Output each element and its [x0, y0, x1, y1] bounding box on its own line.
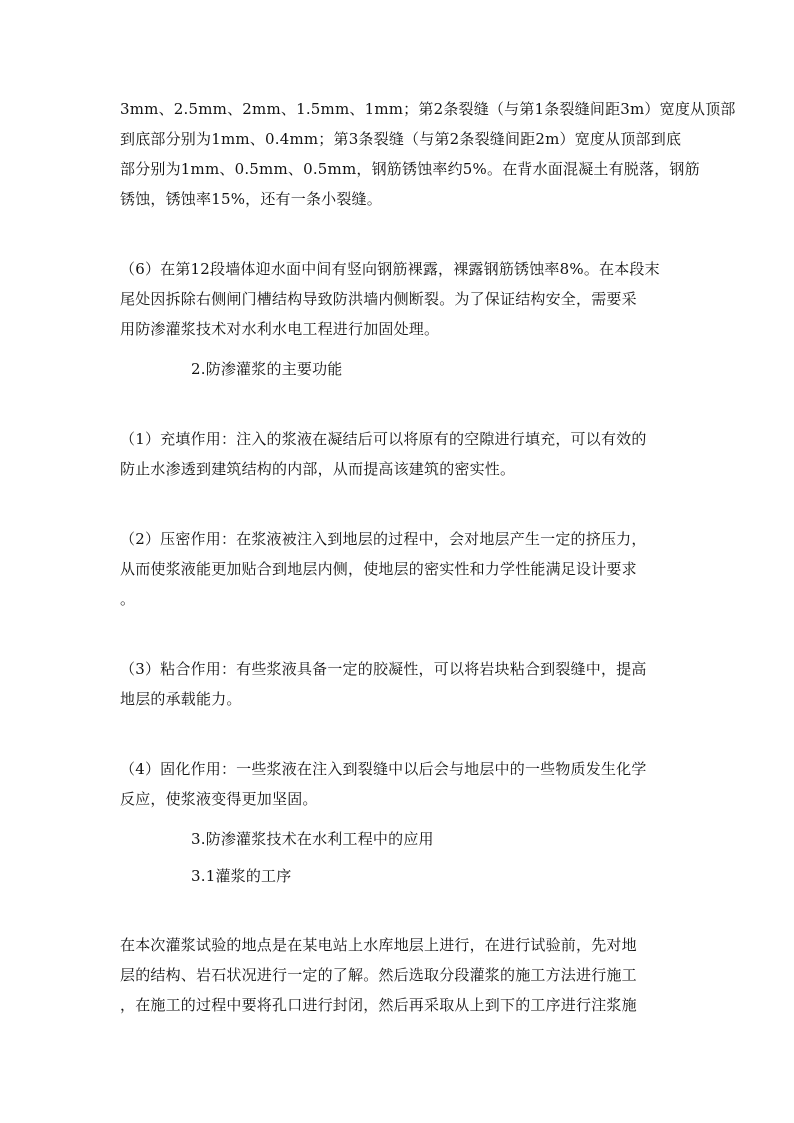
text-line: 从而使浆液能更加贴合到地层内侧，使地层的密实性和力学性能满足设计要求	[120, 560, 637, 578]
text-line: 部分别为1mm、0.5mm、0.5mm，钢筋锈蚀率约5%。在背水面混凝土有脱落，钢筋	[120, 160, 700, 178]
text-line: （2）压密作用：在浆液被注入到地层的过程中，会对地层产生一定的挤压力，	[120, 530, 647, 548]
paragraph-crack-details	[120, 94, 736, 214]
text-line: 。	[120, 590, 136, 608]
text-line: 锈蚀，锈蚀率15%，还有一条小裂缝。	[120, 190, 382, 208]
text-line: （1）充填作用：注入的浆液在凝结后可以将原有的空隙进行填充，可以有效的	[120, 430, 647, 448]
paragraph-function-2	[120, 524, 676, 614]
subsection-heading-3-1: 3.1灌浆的工序	[191, 867, 292, 885]
text-line: 在本次灌浆试验的地点是在某电站上水库地层上进行，在进行试验前，先对地	[120, 936, 637, 954]
text-line: （4）固化作用：一些浆液在注入到裂缝中以后会与地层中的一些物质发生化学	[120, 760, 647, 778]
paragraph-function-4	[120, 754, 676, 814]
text-line: ，在施工的过程中要将孔口进行封闭，然后再采取从上到下的工序进行注浆施	[120, 996, 637, 1014]
text-line: 3mm、2.5mm、2mm、1.5mm、1mm；第2条裂缝（与第1条裂缝间距3m）宽度从顶部	[120, 100, 736, 118]
paragraph-item-6	[120, 254, 676, 344]
text-line: （3）粘合作用：有些浆液具备一定的胶凝性，可以将岩块粘合到裂缝中，提高	[120, 660, 647, 678]
text-line: 用防渗灌浆技术对水利水电工程进行加固处理。	[120, 320, 440, 338]
paragraph-procedure	[120, 930, 676, 1020]
text-line: 防止水渗透到建筑结构的内部，从而提高该建筑的密实性。	[120, 460, 516, 478]
text-line: 层的结构、岩石状况进行一定的了解。然后选取分段灌浆的施工方法进行施工	[120, 966, 637, 984]
paragraph-function-1	[120, 424, 676, 484]
paragraph-function-3	[120, 654, 676, 714]
text-line: 到底部分别为1mm、0.4mm；第3条裂缝（与第2条裂缝间距2m）宽度从顶部到底	[120, 130, 682, 148]
text-line: 尾处因拆除右侧闸门槽结构导致防洪墙内侧断裂。为了保证结构安全，需要采	[120, 290, 637, 308]
section-heading-2: 2.防渗灌浆的主要功能	[191, 360, 343, 378]
text-line: （6）在第12段墙体迎水面中间有竖向钢筋裸露，裸露钢筋锈蚀率8%。在本段末	[120, 260, 660, 278]
text-line: 反应，使浆液变得更加坚固。	[120, 790, 318, 808]
section-heading-3: 3.防渗灌浆技术在水利工程中的应用	[191, 830, 434, 848]
text-line: 地层的承载能力。	[120, 690, 242, 708]
